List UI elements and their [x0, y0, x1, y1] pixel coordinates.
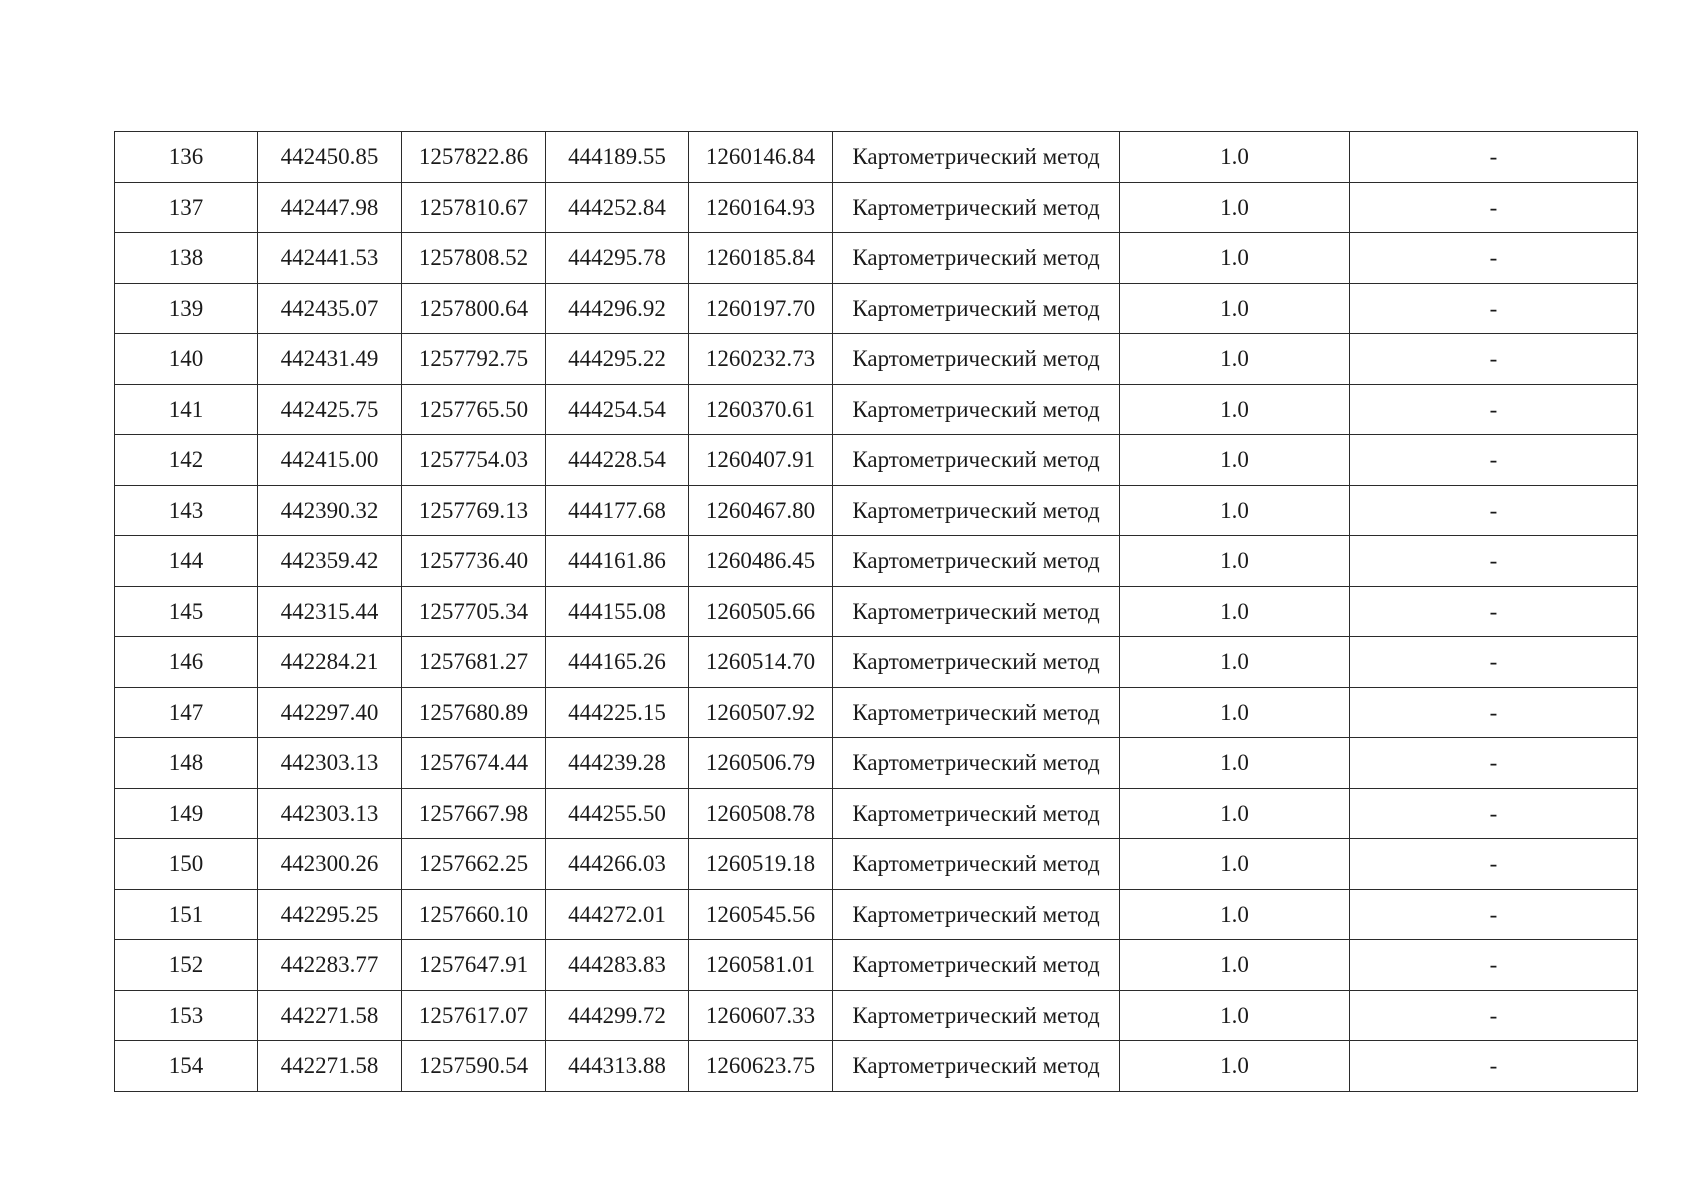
method-cell: Картометрический метод [833, 233, 1120, 284]
table-row [115, 637, 1638, 688]
existing-y-cell: 1257736.40 [402, 536, 546, 587]
description-cell: - [1350, 738, 1638, 789]
new-y-cell: 1260146.84 [689, 132, 833, 183]
new-x-cell: 444254.54 [546, 384, 689, 435]
method-cell: Картометрический метод [833, 738, 1120, 789]
new-x-cell: 444313.88 [546, 1041, 689, 1092]
new-x-cell: 444239.28 [546, 738, 689, 789]
description-cell: - [1350, 132, 1638, 183]
accuracy-cell: 1.0 [1120, 687, 1350, 738]
point-number-cell: 136 [115, 132, 258, 183]
description-cell: - [1350, 384, 1638, 435]
method-cell: Картометрический метод [833, 788, 1120, 839]
new-x-cell: 444295.22 [546, 334, 689, 385]
existing-x-cell: 442415.00 [258, 435, 402, 486]
new-y-cell: 1260507.92 [689, 687, 833, 738]
new-x-cell: 444295.78 [546, 233, 689, 284]
new-y-cell: 1260545.56 [689, 889, 833, 940]
new-y-cell: 1260623.75 [689, 1041, 833, 1092]
new-y-cell: 1260508.78 [689, 788, 833, 839]
description-cell: - [1350, 839, 1638, 890]
new-y-cell: 1260232.73 [689, 334, 833, 385]
existing-y-cell: 1257617.07 [402, 990, 546, 1041]
new-x-cell: 444266.03 [546, 839, 689, 890]
accuracy-cell: 1.0 [1120, 536, 1350, 587]
new-x-cell: 444189.55 [546, 132, 689, 183]
point-number-cell: 153 [115, 990, 258, 1041]
table-row [115, 384, 1638, 435]
point-number-cell: 151 [115, 889, 258, 940]
accuracy-cell: 1.0 [1120, 788, 1350, 839]
method-cell: Картометрический метод [833, 889, 1120, 940]
description-cell: - [1350, 536, 1638, 587]
existing-x-cell: 442359.42 [258, 536, 402, 587]
point-number-cell: 147 [115, 687, 258, 738]
method-cell: Картометрический метод [833, 990, 1120, 1041]
accuracy-cell: 1.0 [1120, 839, 1350, 890]
description-cell: - [1350, 990, 1638, 1041]
existing-x-cell: 442303.13 [258, 788, 402, 839]
accuracy-cell: 1.0 [1120, 334, 1350, 385]
point-number-cell: 152 [115, 940, 258, 991]
existing-x-cell: 442303.13 [258, 738, 402, 789]
existing-y-cell: 1257660.10 [402, 889, 546, 940]
point-number-cell: 141 [115, 384, 258, 435]
existing-y-cell: 1257808.52 [402, 233, 546, 284]
existing-x-cell: 442271.58 [258, 990, 402, 1041]
description-cell: - [1350, 940, 1638, 991]
point-number-cell: 145 [115, 586, 258, 637]
existing-y-cell: 1257810.67 [402, 182, 546, 233]
table-row [115, 536, 1638, 587]
description-cell: - [1350, 334, 1638, 385]
existing-y-cell: 1257800.64 [402, 283, 546, 334]
table-row [115, 738, 1638, 789]
existing-y-cell: 1257792.75 [402, 334, 546, 385]
new-x-cell: 444283.83 [546, 940, 689, 991]
method-cell: Картометрический метод [833, 283, 1120, 334]
table-row [115, 839, 1638, 890]
table-row [115, 586, 1638, 637]
method-cell: Картометрический метод [833, 435, 1120, 486]
table-row [115, 283, 1638, 334]
table-row [115, 990, 1638, 1041]
new-y-cell: 1260505.66 [689, 586, 833, 637]
accuracy-cell: 1.0 [1120, 738, 1350, 789]
new-x-cell: 444177.68 [546, 485, 689, 536]
accuracy-cell: 1.0 [1120, 586, 1350, 637]
method-cell: Картометрический метод [833, 334, 1120, 385]
accuracy-cell: 1.0 [1120, 990, 1350, 1041]
table-row [115, 435, 1638, 486]
accuracy-cell: 1.0 [1120, 132, 1350, 183]
accuracy-cell: 1.0 [1120, 637, 1350, 688]
method-cell: Картометрический метод [833, 132, 1120, 183]
method-cell: Картометрический метод [833, 182, 1120, 233]
point-number-cell: 146 [115, 637, 258, 688]
accuracy-cell: 1.0 [1120, 182, 1350, 233]
new-y-cell: 1260514.70 [689, 637, 833, 688]
point-number-cell: 138 [115, 233, 258, 284]
table-row [115, 687, 1638, 738]
point-number-cell: 144 [115, 536, 258, 587]
description-cell: - [1350, 283, 1638, 334]
accuracy-cell: 1.0 [1120, 384, 1350, 435]
new-y-cell: 1260581.01 [689, 940, 833, 991]
description-cell: - [1350, 637, 1638, 688]
coordinates-table [114, 131, 1638, 1092]
method-cell: Картометрический метод [833, 485, 1120, 536]
method-cell: Картометрический метод [833, 536, 1120, 587]
existing-x-cell: 442431.49 [258, 334, 402, 385]
new-y-cell: 1260197.70 [689, 283, 833, 334]
existing-y-cell: 1257822.86 [402, 132, 546, 183]
point-number-cell: 148 [115, 738, 258, 789]
new-x-cell: 444161.86 [546, 536, 689, 587]
existing-y-cell: 1257769.13 [402, 485, 546, 536]
new-x-cell: 444296.92 [546, 283, 689, 334]
existing-y-cell: 1257647.91 [402, 940, 546, 991]
description-cell: - [1350, 435, 1638, 486]
new-y-cell: 1260486.45 [689, 536, 833, 587]
point-number-cell: 149 [115, 788, 258, 839]
point-number-cell: 137 [115, 182, 258, 233]
method-cell: Картометрический метод [833, 637, 1120, 688]
new-y-cell: 1260607.33 [689, 990, 833, 1041]
table-row [115, 182, 1638, 233]
new-y-cell: 1260185.84 [689, 233, 833, 284]
new-x-cell: 444165.26 [546, 637, 689, 688]
new-y-cell: 1260467.80 [689, 485, 833, 536]
existing-y-cell: 1257680.89 [402, 687, 546, 738]
new-y-cell: 1260370.61 [689, 384, 833, 435]
method-cell: Картометрический метод [833, 687, 1120, 738]
existing-x-cell: 442435.07 [258, 283, 402, 334]
method-cell: Картометрический метод [833, 1041, 1120, 1092]
description-cell: - [1350, 586, 1638, 637]
new-y-cell: 1260519.18 [689, 839, 833, 890]
existing-x-cell: 442271.58 [258, 1041, 402, 1092]
accuracy-cell: 1.0 [1120, 283, 1350, 334]
new-x-cell: 444252.84 [546, 182, 689, 233]
accuracy-cell: 1.0 [1120, 435, 1350, 486]
table-row [115, 485, 1638, 536]
new-y-cell: 1260506.79 [689, 738, 833, 789]
new-x-cell: 444272.01 [546, 889, 689, 940]
table-row [115, 788, 1638, 839]
point-number-cell: 143 [115, 485, 258, 536]
point-number-cell: 154 [115, 1041, 258, 1092]
method-cell: Картометрический метод [833, 586, 1120, 637]
method-cell: Картометрический метод [833, 940, 1120, 991]
method-cell: Картометрический метод [833, 384, 1120, 435]
existing-y-cell: 1257765.50 [402, 384, 546, 435]
existing-y-cell: 1257667.98 [402, 788, 546, 839]
existing-y-cell: 1257590.54 [402, 1041, 546, 1092]
accuracy-cell: 1.0 [1120, 1041, 1350, 1092]
existing-y-cell: 1257674.44 [402, 738, 546, 789]
new-y-cell: 1260407.91 [689, 435, 833, 486]
accuracy-cell: 1.0 [1120, 485, 1350, 536]
table-row [115, 940, 1638, 991]
new-x-cell: 444299.72 [546, 990, 689, 1041]
new-x-cell: 444155.08 [546, 586, 689, 637]
new-x-cell: 444228.54 [546, 435, 689, 486]
existing-y-cell: 1257681.27 [402, 637, 546, 688]
existing-x-cell: 442284.21 [258, 637, 402, 688]
accuracy-cell: 1.0 [1120, 940, 1350, 991]
existing-x-cell: 442297.40 [258, 687, 402, 738]
table-row [115, 132, 1638, 183]
table-row [115, 334, 1638, 385]
description-cell: - [1350, 889, 1638, 940]
existing-x-cell: 442283.77 [258, 940, 402, 991]
accuracy-cell: 1.0 [1120, 889, 1350, 940]
existing-x-cell: 442295.25 [258, 889, 402, 940]
new-x-cell: 444225.15 [546, 687, 689, 738]
point-number-cell: 150 [115, 839, 258, 890]
existing-x-cell: 442390.32 [258, 485, 402, 536]
description-cell: - [1350, 485, 1638, 536]
table-body [115, 132, 1638, 1092]
existing-x-cell: 442450.85 [258, 132, 402, 183]
method-cell: Картометрический метод [833, 839, 1120, 890]
description-cell: - [1350, 687, 1638, 738]
accuracy-cell: 1.0 [1120, 233, 1350, 284]
existing-x-cell: 442441.53 [258, 233, 402, 284]
description-cell: - [1350, 1041, 1638, 1092]
description-cell: - [1350, 233, 1638, 284]
description-cell: - [1350, 788, 1638, 839]
new-y-cell: 1260164.93 [689, 182, 833, 233]
existing-y-cell: 1257705.34 [402, 586, 546, 637]
description-cell: - [1350, 182, 1638, 233]
existing-x-cell: 442447.98 [258, 182, 402, 233]
existing-y-cell: 1257754.03 [402, 435, 546, 486]
table-row [115, 233, 1638, 284]
existing-x-cell: 442425.75 [258, 384, 402, 435]
new-x-cell: 444255.50 [546, 788, 689, 839]
existing-x-cell: 442300.26 [258, 839, 402, 890]
table-row [115, 1041, 1638, 1092]
existing-y-cell: 1257662.25 [402, 839, 546, 890]
existing-x-cell: 442315.44 [258, 586, 402, 637]
table-row [115, 889, 1638, 940]
point-number-cell: 139 [115, 283, 258, 334]
point-number-cell: 140 [115, 334, 258, 385]
point-number-cell: 142 [115, 435, 258, 486]
